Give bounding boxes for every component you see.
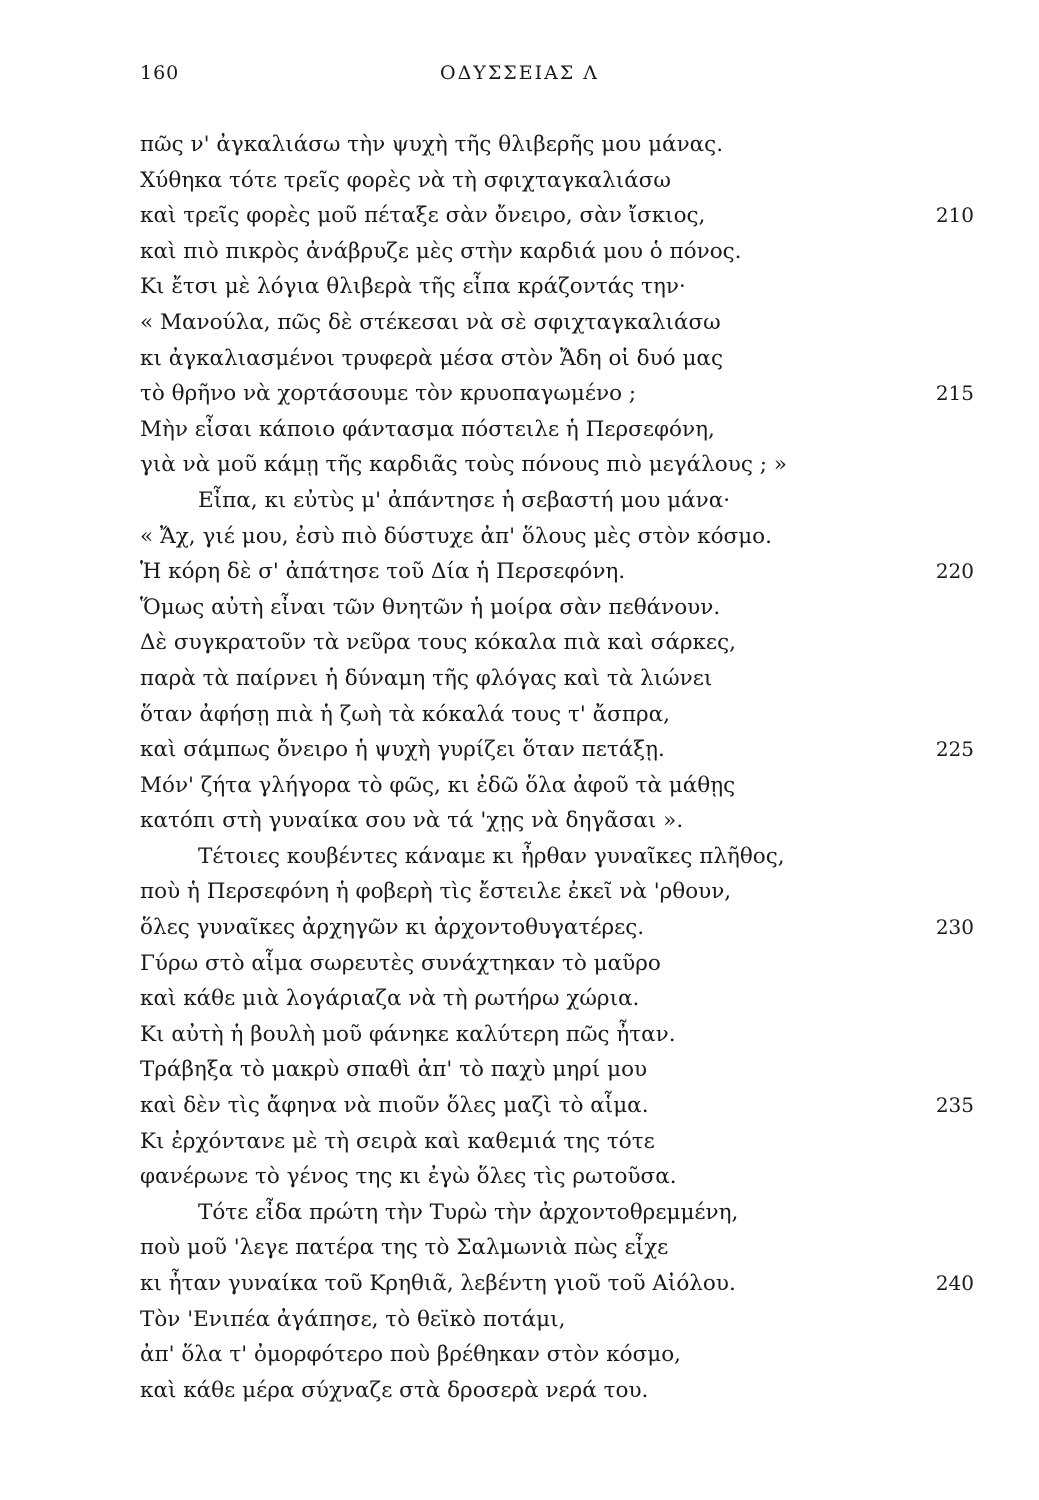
verse-text: Χύθηκα τότε τρεῖς φορὲς νὰ τὴ σφιχταγκαλιάσω — [140, 167, 671, 193]
verse-line — [140, 1337, 980, 1373]
verse-line — [140, 874, 980, 910]
verse-text: Γύρω στὸ αἷμα σωρευτὲς συνάχτηκαν τὸ μαῦρο — [140, 950, 661, 976]
verse-line — [140, 1373, 980, 1409]
verse-text: ἀπ' ὅλα τ' ὀμορφότερο ποὺ βρέθηκαν στὸν κόσμο, — [140, 1342, 682, 1368]
verse-line — [140, 697, 980, 733]
verse-line — [140, 1124, 980, 1160]
verse-line — [140, 269, 980, 305]
verse-text: « Ἄχ, γιέ μου, ἐσὺ πιὸ δύστυχε ἀπ' ὅλους μὲς στὸν κόσμο. — [140, 523, 772, 549]
verse-text: κι ἀγκαλιασμένοι τρυφερὰ μέσα στὸν Ἄδη οἱ δυό μας — [140, 345, 723, 371]
line-number: 235 — [935, 1093, 974, 1118]
line-number: 240 — [935, 1271, 974, 1295]
verse-line — [140, 910, 980, 946]
verse-text: Μόν' ζήτα γλήγορα τὸ φῶς, κι ἐδῶ ὅλα ἀφοῦ τὰ μάθῃς — [140, 772, 736, 798]
line-number: 225 — [935, 737, 974, 762]
verse-text: πῶς ν' ἀγκαλιάσω τὴν ψυχὴ τῆς θλιβερῆς μου μάνας. — [140, 132, 724, 157]
verse-text: καὶ πιὸ πικρὸς ἀνάβρυζε μὲς στὴν καρδιά μου ὁ πόνος. — [140, 238, 742, 264]
verse-line — [140, 625, 980, 661]
verse-text: καὶ κάθε μιὰ λογάριαζα νὰ τὴ ρωτήρω χώρια. — [140, 986, 640, 1012]
verse-text: γιὰ νὰ μοῦ κάμῃ τῆς καρδιᾶς τοὺς πόνους πιὸ μεγάλους ; » — [140, 452, 787, 478]
verse-line — [140, 305, 980, 341]
verse-text: ποὺ μοῦ 'λεγε πατέρα της τὸ Σαλμωνιὰ πὼς εἶχε — [140, 1235, 669, 1261]
verse-text: κι ἦταν γυναίκα τοῦ Κρηθιᾶ, λεβέντη γιοῦ τοῦ Αἰόλου. — [140, 1271, 736, 1296]
verse-text: ποὺ ἡ Περσεφόνη ἡ φοβερὴ τὶς ἔστειλε ἐκεῖ νὰ 'ρθουν, — [140, 879, 732, 905]
verse-text: ὅλες γυναῖκες ἀρχηγῶν κι ἀρχοντοθυγατέρες. — [140, 915, 645, 941]
verse-line — [140, 1266, 980, 1302]
verse-line — [140, 412, 980, 448]
verse-text: Κι αὐτὴ ἡ βουλὴ μοῦ φάνηκε καλύτερη πῶς ἦταν. — [140, 1021, 676, 1047]
verse-text: Μὴν εἶσαι κάποιο φάντασμα πόστειλε ἡ Περσεφόνη, — [140, 416, 715, 442]
verse-line — [140, 376, 980, 412]
verse-text: Τὸν 'Ενιπέα ἀγάπησε, τὸ θεϊκὸ ποτάμι, — [140, 1306, 566, 1332]
verse-line — [140, 127, 980, 163]
verse-text: Ἡ κόρη δὲ σ' ἀπάτησε τοῦ Δία ἡ Περσεφόνη. — [140, 559, 626, 585]
page-number: 160 — [140, 62, 180, 84]
verse-line — [140, 981, 980, 1017]
verse-line — [140, 483, 980, 519]
verse-line — [140, 1017, 980, 1053]
verse-text: καὶ σάμπως ὄνειρο ἡ ψυχὴ γυρίζει ὅταν πετάξῃ. — [140, 737, 665, 763]
verse-text: φανέρωνε τὸ γένος της κι ἐγὼ ὅλες τὶς ρωτοῦσα. — [140, 1164, 677, 1190]
verse-line — [140, 447, 980, 483]
verse-text: Κι ἔτσι μὲ λόγια θλιβερὰ τῆς εἶπα κράζοντάς την· — [140, 274, 686, 300]
running-title: ΟΔΥΣΣΕΙΑΣ Λ — [440, 62, 599, 84]
verse-line — [140, 1230, 980, 1266]
verse-text: παρὰ τὰ παίρνει ἡ δύναμη τῆς φλόγας καὶ τὰ λιώνει — [140, 665, 713, 691]
verse-text: καὶ τρεῖς φορὲς μοῦ πέταξε σὰν ὄνειρο, σὰν ἴσκιος, — [140, 203, 706, 229]
line-number: 215 — [935, 381, 974, 406]
verse-line — [140, 1195, 980, 1231]
verse-line — [140, 732, 980, 768]
line-number: 220 — [935, 559, 974, 584]
verse-text: « Μανούλα, πῶς δὲ στέκεσαι νὰ σὲ σφιχταγκαλιάσω — [140, 309, 721, 335]
verse-line — [140, 554, 980, 590]
verse-line — [140, 163, 980, 199]
verse-text: Τότε εἶδα πρώτη τὴν Τυρὼ τὴν ἀρχοντοθρεμμένη, — [198, 1199, 739, 1225]
verse-line — [140, 1302, 980, 1338]
verse-line — [140, 341, 980, 377]
verse-line — [140, 519, 980, 555]
verse-text: ὅταν ἀφήσῃ πιὰ ἡ ζωὴ τὰ κόκαλά τους τ' ἄσπρα, — [140, 701, 670, 727]
line-number: 230 — [935, 915, 974, 940]
verse-line — [140, 661, 980, 697]
verse-block — [140, 127, 980, 1408]
verse-text: Ὅμως αὐτὴ εἶναι τῶν θνητῶν ἡ μοίρα σὰν πεθάνουν. — [140, 594, 721, 620]
verse-text: καὶ κάθε μέρα σύχναζε στὰ δροσερὰ νερά του. — [140, 1377, 649, 1403]
verse-text: Κι ἐρχόντανε μὲ τὴ σειρὰ καὶ καθεμιά της τότε — [140, 1128, 655, 1154]
verse-line — [140, 946, 980, 982]
line-number: 210 — [935, 203, 974, 228]
verse-line — [140, 1088, 980, 1124]
verse-text: τὸ θρῆνο νὰ χορτάσουμε τὸν κρυοπαγωμένο ; — [140, 381, 637, 407]
verse-line — [140, 803, 980, 839]
verse-text: Εἶπα, κι εὐτὺς μ' ἀπάντησε ἡ σεβαστή μου μάνα· — [198, 487, 731, 513]
verse-text: Τράβηξα τὸ μακρὺ σπαθὶ ἀπ' τὸ παχὺ μηρί μου — [140, 1057, 648, 1083]
verse-text: καὶ δὲν τὶς ἄφηνα νὰ πιοῦν ὅλες μαζὶ τὸ αἷμα. — [140, 1093, 649, 1119]
verse-line — [140, 198, 980, 234]
verse-text: Δὲ συγκρατοῦν τὰ νεῦρα τους κόκαλα πιὰ καὶ σάρκες, — [140, 630, 736, 656]
verse-line — [140, 234, 980, 270]
verse-line — [140, 1159, 980, 1195]
verse-line — [140, 768, 980, 804]
verse-line — [140, 590, 980, 626]
verse-text: κατόπι στὴ γυναίκα σου νὰ τά 'χῃς νὰ δηγᾶσαι ». — [140, 808, 684, 834]
verse-line — [140, 1052, 980, 1088]
verse-line — [140, 839, 980, 875]
verse-text: Τέτοιες κουβέντες κάναμε κι ἦρθαν γυναῖκες πλῆθος, — [198, 843, 785, 869]
